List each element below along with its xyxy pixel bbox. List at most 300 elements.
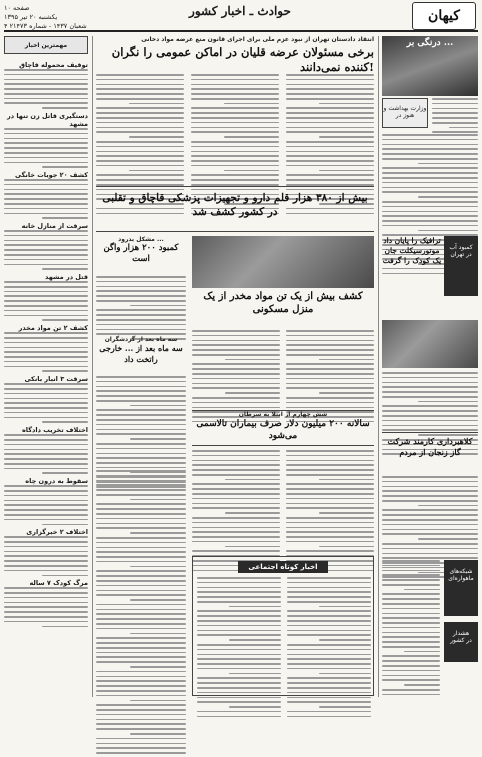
text-line [432, 108, 478, 110]
text-line [4, 398, 88, 400]
text-line [382, 429, 478, 431]
text-line [4, 388, 88, 390]
text-line [287, 658, 371, 660]
text-line [287, 615, 371, 617]
text-line [192, 483, 280, 485]
text-line [4, 490, 88, 492]
text-line [404, 651, 440, 653]
issue-info [4, 4, 114, 31]
text-line [197, 687, 281, 689]
text-line [319, 103, 374, 105]
text-line [96, 400, 186, 402]
text-line [287, 591, 371, 593]
text-line [382, 134, 478, 136]
text-line [130, 499, 186, 501]
text-line [224, 136, 279, 138]
text-line [96, 480, 186, 482]
text-line [287, 582, 371, 584]
text-line [382, 679, 440, 681]
text-line [197, 620, 281, 622]
text-line [382, 191, 478, 193]
text-line [4, 449, 88, 451]
text-line [4, 83, 88, 85]
text-line [4, 611, 88, 613]
text-line [42, 524, 88, 526]
text-line [192, 503, 280, 505]
text-line [96, 704, 186, 706]
text-line [4, 240, 88, 242]
afghan-story-kicker: سه ماه بعد از گردشگران [104, 336, 178, 343]
text-line [129, 136, 184, 138]
issue-number: ۴ شعبان ۱۴۳۷ - شماره ۲۱۴۷۳ [4, 22, 87, 30]
police-story-kicker: مشکل بدرود ... [118, 236, 164, 243]
text-line [286, 464, 374, 466]
text-line [130, 666, 186, 668]
text-line [287, 701, 371, 703]
text-line [96, 112, 184, 114]
text-line [192, 450, 280, 452]
cancer-story-kicker: شش چهارم از ابتلا به سرطان [238, 411, 328, 418]
text-line [197, 711, 281, 713]
text-line [191, 160, 279, 162]
text-line [286, 74, 374, 76]
text-line [96, 395, 186, 397]
left-news-item-title: اختلاف ۲ خبرگزاری [26, 528, 88, 537]
text-line [382, 476, 478, 478]
text-line [192, 368, 280, 370]
right-box-water-line1: کمبود آب [449, 244, 473, 251]
text-line [96, 518, 186, 520]
police-story-body [96, 276, 186, 343]
text-line [4, 393, 88, 395]
text-line [96, 390, 186, 392]
text-line [286, 160, 374, 162]
text-line [319, 479, 374, 481]
text-line [4, 332, 88, 334]
text-line [192, 541, 280, 543]
text-line [286, 363, 374, 365]
text-line [4, 458, 88, 460]
text-line [4, 592, 88, 594]
text-line [287, 587, 371, 589]
text-line [287, 677, 371, 679]
text-line [192, 373, 280, 375]
text-line [382, 584, 440, 586]
text-line [382, 603, 440, 605]
text-line [382, 560, 440, 562]
text-line [96, 676, 186, 678]
text-line [96, 146, 184, 148]
text-line [4, 310, 88, 312]
text-line [96, 752, 186, 754]
text-line [4, 407, 88, 409]
text-line [4, 152, 88, 154]
text-line [319, 170, 374, 172]
text-line [287, 620, 371, 622]
text-line [130, 733, 186, 735]
text-line [4, 98, 88, 100]
text-line [286, 503, 374, 505]
text-line [418, 401, 478, 403]
masthead-rule [4, 30, 478, 32]
text-line [319, 546, 374, 548]
text-line [96, 680, 186, 682]
text-line [96, 443, 186, 445]
text-line [229, 639, 281, 641]
text-line [191, 122, 279, 124]
text-line [192, 378, 280, 380]
text-line [96, 714, 186, 716]
text-line [432, 103, 478, 105]
text-line [96, 414, 186, 416]
text-line [96, 575, 186, 577]
text-line [192, 335, 280, 337]
boy-story [382, 236, 442, 316]
column-divider [92, 36, 93, 697]
text-line [130, 438, 186, 440]
text-line [96, 467, 186, 469]
text-line [192, 330, 280, 332]
text-line [287, 596, 371, 598]
text-line [286, 474, 374, 476]
text-line [286, 536, 374, 538]
text-line [96, 165, 184, 167]
text-line [382, 670, 440, 672]
text-line [4, 597, 88, 599]
cancer-story-title: سالانه ۲۰۰ میلیون دلار صرف بیماران تالاسمی می‌شود [196, 419, 370, 441]
text-line [96, 448, 186, 450]
text-line [96, 613, 186, 615]
text-line [96, 276, 186, 278]
text-line [286, 450, 374, 452]
text-line [129, 103, 184, 105]
text-line [287, 577, 371, 579]
text-line [382, 593, 440, 595]
cancer-story [192, 410, 374, 446]
text-line [192, 455, 280, 457]
drugs-story-body [192, 330, 374, 406]
text-line [4, 453, 88, 455]
text-line [287, 682, 371, 684]
text-line [96, 661, 186, 663]
text-line [432, 131, 478, 133]
text-line [286, 387, 374, 389]
text-line [191, 84, 279, 86]
text-line [197, 663, 281, 665]
text-line [197, 668, 281, 670]
text-line [96, 738, 186, 740]
text-line [96, 324, 186, 326]
text-line [382, 553, 478, 555]
text-line [197, 677, 281, 679]
left-news-item-title: کشف ۲۰ جوبات خانگی [15, 171, 88, 180]
text-line [197, 634, 281, 636]
text-line [96, 107, 184, 109]
right-box-water [444, 236, 478, 296]
text-line [4, 259, 88, 261]
text-line [287, 716, 371, 718]
text-line [96, 88, 184, 90]
text-line [96, 618, 186, 620]
text-line [130, 566, 186, 568]
short-news-title: اخبار کوتاه اجتماعی [238, 561, 328, 573]
main-story [96, 36, 374, 74]
text-line [382, 574, 440, 576]
text-line [96, 719, 186, 721]
text-line [382, 608, 440, 610]
text-line [286, 402, 374, 404]
text-line [286, 330, 374, 332]
page-number: صفحه ۱۰ [4, 4, 30, 12]
main-story-kicker: انتقاد دادستان تهران از نبود عزم ملی برای اجرای قانون منع عرضه مواد دخانی [141, 36, 374, 43]
left-news-list [4, 58, 88, 630]
text-line [96, 475, 186, 477]
text-line [4, 208, 88, 210]
text-line [4, 509, 88, 511]
text-line [96, 580, 186, 582]
right-box-satellite-line2: ماهواره‌ای [448, 575, 474, 582]
text-line [225, 359, 280, 361]
text-line [229, 606, 281, 608]
text-line [191, 151, 279, 153]
text-line [96, 151, 184, 153]
text-line [286, 368, 374, 370]
text-line [192, 507, 280, 509]
text-line [191, 127, 279, 129]
text-line [96, 561, 186, 563]
text-line [4, 88, 88, 90]
text-line [4, 366, 88, 368]
text-line [96, 489, 186, 491]
text-line [286, 455, 374, 457]
text-line [286, 469, 374, 471]
text-line [286, 531, 374, 533]
boy-story-photo [382, 320, 478, 368]
text-line [382, 524, 478, 526]
text-line [192, 517, 280, 519]
text-line [4, 444, 88, 446]
smuggling-story [96, 186, 374, 232]
text-line [286, 493, 374, 495]
text-line [418, 196, 478, 198]
text-line [4, 463, 88, 465]
text-line [96, 484, 186, 486]
text-line [130, 599, 186, 601]
text-line [42, 472, 88, 474]
text-line [4, 179, 88, 181]
afghan-story [96, 336, 186, 372]
text-line [4, 616, 88, 618]
text-line [192, 344, 280, 346]
text-line [4, 147, 88, 149]
text-line [4, 546, 88, 548]
text-line [319, 359, 374, 361]
text-line [4, 249, 88, 251]
text-line [382, 655, 440, 657]
text-line [382, 519, 478, 521]
newspaper-logo: کیهان [412, 2, 476, 30]
text-line [96, 513, 186, 515]
text-line [96, 728, 186, 730]
text-line [286, 174, 374, 176]
text-line [96, 74, 184, 76]
text-line [192, 349, 280, 351]
text-line [4, 551, 88, 553]
text-line [96, 656, 186, 658]
text-line [4, 69, 88, 71]
text-line [96, 570, 186, 572]
text-line [192, 402, 280, 404]
text-line [197, 610, 281, 612]
text-line [4, 138, 88, 140]
text-line [382, 153, 478, 155]
police-story [96, 236, 186, 272]
left-news-item-title: قتل در مشهد [45, 273, 88, 282]
text-line [4, 133, 88, 135]
text-line [382, 694, 440, 696]
text-line [287, 697, 371, 699]
text-line [191, 117, 279, 119]
text-line [4, 383, 88, 385]
text-line [96, 131, 184, 133]
text-line [4, 189, 88, 191]
text-line [192, 550, 280, 552]
text-line [96, 647, 186, 649]
text-line [286, 460, 374, 462]
drugs-story-photo [192, 236, 374, 288]
text-line [4, 434, 88, 436]
text-line [197, 697, 281, 699]
text-line [96, 98, 184, 100]
text-line [192, 493, 280, 495]
text-line [4, 254, 88, 256]
top-right-caption-line1: وزارت بهداشت و [383, 105, 427, 112]
text-line [197, 582, 281, 584]
text-line [382, 579, 440, 581]
text-line [130, 405, 186, 407]
text-line [286, 131, 374, 133]
text-line [96, 179, 184, 181]
text-line [432, 117, 478, 119]
text-line [382, 557, 478, 559]
text-line [4, 337, 88, 339]
text-line [96, 494, 186, 496]
text-line [191, 179, 279, 181]
text-line [224, 170, 279, 172]
text-line [191, 98, 279, 100]
text-line [96, 319, 186, 321]
left-news-item-title: اختلاف تخریب دادگاه [21, 426, 88, 435]
text-line [4, 142, 88, 144]
text-line [96, 709, 186, 711]
text-line [382, 420, 478, 422]
text-line [4, 244, 88, 246]
top-right-text [432, 98, 478, 136]
text-line [286, 541, 374, 543]
text-line [191, 141, 279, 143]
text-line [4, 621, 88, 623]
text-line [382, 514, 478, 516]
text-line [4, 193, 88, 195]
text-line [382, 613, 440, 615]
text-line [4, 500, 88, 502]
right-box-warning [444, 622, 478, 662]
text-line [191, 146, 279, 148]
text-line [197, 596, 281, 598]
text-line [96, 508, 186, 510]
right-box-satellite-line1: شبکه‌های [449, 568, 473, 575]
text-line [382, 187, 478, 189]
text-line [192, 474, 280, 476]
text-line [96, 671, 186, 673]
text-line [42, 421, 88, 423]
text-line [4, 264, 88, 266]
text-line [4, 602, 88, 604]
text-line [4, 128, 88, 130]
text-line [96, 79, 184, 81]
left-news-item-title: مرگ کودک ۷ ساله [29, 579, 88, 588]
text-line [319, 392, 374, 394]
afghan-story-title: سه ماه بعد از ... خارجی راتخت داد [99, 343, 183, 364]
text-line [96, 122, 184, 124]
text-line [432, 112, 478, 114]
text-line [224, 103, 279, 105]
drugs-story-title: کشف بیش از یک تن مواد مخدر از یک منزل مسکونی [203, 291, 363, 315]
text-line [286, 88, 374, 90]
text-line [287, 634, 371, 636]
text-line [42, 319, 88, 321]
text-line [286, 112, 374, 114]
text-line [319, 673, 371, 675]
text-line [382, 225, 478, 227]
text-line [382, 660, 440, 662]
text-line [4, 504, 88, 506]
text-line [96, 556, 186, 558]
text-line [382, 529, 478, 531]
text-line [286, 397, 374, 399]
text-line [382, 646, 440, 648]
text-line [418, 163, 478, 165]
text-line [96, 174, 184, 176]
main-story-title: برخی مسئولان عرضه قلیان در اماکن عمومی را نگران کننده نمی‌دانند! [111, 45, 374, 74]
text-line [4, 203, 88, 205]
text-line [192, 536, 280, 538]
text-line [382, 622, 440, 624]
left-news-item-title: کشف ۲ تن مواد مخدر [18, 324, 88, 333]
text-line [4, 281, 88, 283]
text-line [286, 127, 374, 129]
text-line [191, 174, 279, 176]
text-line [197, 587, 281, 589]
text-line [96, 652, 186, 654]
text-line [96, 685, 186, 687]
right-box-warning-line2: در کشور [450, 637, 472, 644]
text-line [96, 381, 186, 383]
text-line [197, 591, 281, 593]
text-line [286, 179, 374, 181]
text-line [382, 543, 478, 545]
text-line [382, 548, 478, 550]
text-line [96, 376, 186, 378]
text-line [96, 542, 186, 544]
left-news-item-title: سرقت از منازل خانه [21, 222, 88, 231]
text-line [42, 575, 88, 577]
text-line [4, 536, 88, 538]
text-line [319, 512, 374, 514]
text-line [382, 689, 440, 691]
text-line [286, 340, 374, 342]
text-line [286, 165, 374, 167]
